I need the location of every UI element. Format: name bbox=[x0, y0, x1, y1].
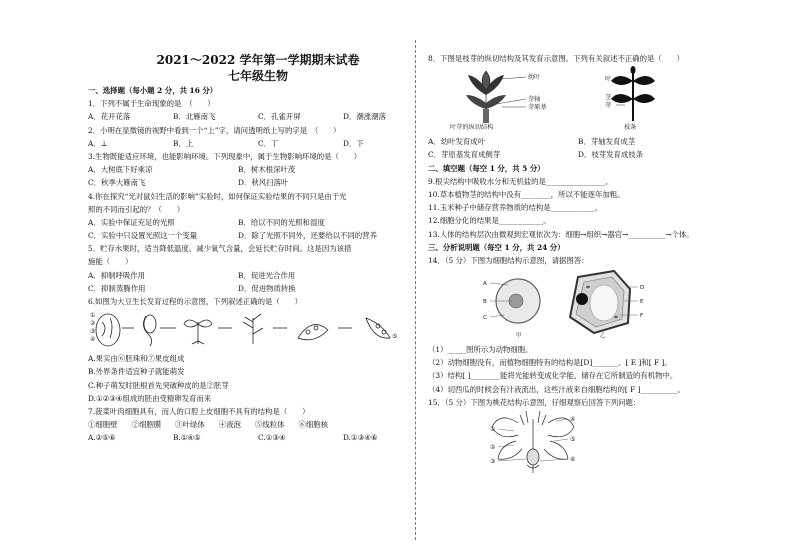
q7-option-b[interactable]: B.①④⑤ bbox=[173, 433, 201, 443]
soybean-label-1: ① bbox=[90, 312, 96, 320]
q8-options-row1 bbox=[428, 135, 768, 148]
q7-structures bbox=[88, 418, 428, 431]
fill-q12[interactable]: 12.细胞分化的结果是____________。 bbox=[428, 216, 551, 226]
q14-stem: 14．（5 分）下图为细胞结构示意图，请据图答： bbox=[428, 255, 589, 265]
q6-option-a[interactable]: A.果实由⑥胚珠和⑦果皮组成 bbox=[88, 354, 185, 364]
q4-options-row1 bbox=[88, 216, 428, 229]
q3-options-row2 bbox=[88, 176, 428, 189]
q3-option-d[interactable]: D．秋风扫落叶 bbox=[238, 178, 289, 188]
flower-label-1: ① bbox=[490, 426, 496, 433]
q5-options-row1 bbox=[88, 269, 428, 282]
q14-answer-1[interactable]: （1）_____图所示为动物细胞。 bbox=[428, 345, 533, 355]
q2-option-c[interactable]: C．丅 bbox=[258, 138, 279, 148]
bud-label-bud-axis: 芽轴 bbox=[528, 96, 541, 104]
cell-label-c: C bbox=[483, 315, 487, 322]
q8-option-c[interactable]: C．芽原基发育成侧芽 bbox=[428, 150, 501, 160]
left-column bbox=[88, 84, 428, 445]
cell-structure-figure bbox=[428, 267, 768, 339]
flower-label-6: ⑥ bbox=[570, 456, 576, 463]
q8-options-row2 bbox=[428, 148, 768, 161]
soybean-growth-figure bbox=[88, 308, 428, 348]
q15-stem: 15．（5 分）下图为桃花结构示意图，仔细观察后回答下列问题： bbox=[428, 397, 641, 407]
q3-option-c[interactable]: C．秋季大雁南飞 bbox=[88, 178, 146, 188]
soybean-pod-drawing bbox=[298, 325, 328, 340]
q4-stem-1: 4.你在探究“光对鼠妇生活的影响”实验时，如何保证实验结果的不同只是由于光 bbox=[88, 191, 347, 201]
cell-label-b: B bbox=[483, 299, 487, 306]
q5-stem-1: 5．贮存水果时，适当降低温度、减少氧气含量，会延长贮存时间。这是因为该措 bbox=[88, 244, 352, 254]
flower-label-2: ② bbox=[490, 444, 496, 451]
soybean-label-2: ② bbox=[90, 320, 96, 328]
q7-part-4: ④液泡 bbox=[218, 420, 241, 430]
branch-drawing bbox=[611, 66, 655, 121]
cell-label-f: F bbox=[640, 313, 644, 320]
cell-label-a: A bbox=[483, 281, 487, 288]
cell-caption-yi: 乙 bbox=[600, 333, 606, 340]
soybean-label-5: ⑤ bbox=[392, 333, 398, 341]
q7-part-2: ②细胞膜 bbox=[131, 420, 162, 430]
cell-label-d: D bbox=[640, 285, 645, 292]
q7-part-3: ③叶绿体 bbox=[175, 420, 205, 430]
exam-title: 2021～2022 学年第一学期期末试卷 bbox=[156, 53, 360, 67]
branch-label-leaf: 叶 bbox=[605, 76, 612, 84]
fill-q13[interactable]: 13.人体的结构层次由微观到宏观依次为：细胞→组织→器官→__________→个体。 bbox=[428, 229, 694, 239]
flower-label-3: ③ bbox=[490, 458, 496, 465]
q3-option-b[interactable]: B．树木根深叶茂 bbox=[238, 165, 296, 175]
q1-option-d[interactable]: D．潮涨潮落 bbox=[343, 112, 386, 122]
q4-option-c[interactable]: C．实验中只设置光照这一个变量 bbox=[88, 231, 198, 241]
q4-option-a[interactable]: A．实验中保证充足的光照 bbox=[88, 217, 175, 227]
cell-label-e: E bbox=[640, 299, 644, 306]
soybean-label-4: ④ bbox=[90, 336, 96, 344]
peach-flower-figure bbox=[428, 409, 768, 473]
q7-option-a[interactable]: A.②⑤⑥ bbox=[88, 433, 116, 443]
cell-caption-jia: 甲 bbox=[516, 333, 522, 340]
q1-stem: 1．下列不属于生命现象的是 （ ） bbox=[88, 99, 215, 109]
q4-option-b[interactable]: B．给以不同的光照和湿度 bbox=[238, 217, 325, 227]
q4-stem-2: 照的不同而引起的？（ ） bbox=[88, 204, 185, 214]
q1-option-b[interactable]: B．北雁南飞 bbox=[173, 112, 216, 122]
peach-flower-drawing bbox=[492, 411, 574, 473]
q1-options bbox=[88, 110, 428, 123]
bud-section-caption: 叶芽的纵切结构 bbox=[450, 124, 494, 132]
q5-option-b[interactable]: B．促进光合作用 bbox=[238, 270, 296, 280]
q7-stem: 7.菠菜叶肉细胞具有，而人的口腔上皮细胞不具有的结构是（ ） bbox=[88, 406, 310, 416]
bud-label-bud-primordium: 芽原基 bbox=[528, 104, 547, 112]
fill-q11[interactable]: 11.玉米种子中储存营养物质的结构是____________。 bbox=[428, 203, 603, 213]
q5-option-c[interactable]: C．抑制蒸腾作用 bbox=[88, 283, 146, 293]
q6-option-c[interactable]: C.种子萌发时胚根首先突破种皮的是②胚芽 bbox=[88, 380, 229, 390]
q7-options bbox=[88, 431, 428, 444]
q7-part-1: ①细胞壁 bbox=[88, 420, 118, 430]
branch-label-bud: 芽 bbox=[605, 102, 612, 110]
bud-section-drawing bbox=[466, 71, 506, 123]
soybean-label-3: ③ bbox=[90, 328, 96, 336]
q4-option-d[interactable]: D．除了光照不同外，还要给以不同的营养 bbox=[238, 231, 377, 241]
q5-option-d[interactable]: D．促进物质转换 bbox=[238, 283, 296, 293]
q6-stem: 6.如图为大豆生长发育过程的示意图，下列叙述正确的是（ ） bbox=[88, 297, 302, 306]
q3-stem: 3.生物既能适应环境，也能影响环境。下列现象中，属于生物影响环境的是（ ） bbox=[88, 151, 362, 161]
q8-option-a[interactable]: A．幼叶发育成叶 bbox=[428, 137, 486, 147]
q5-options-row2 bbox=[88, 282, 428, 295]
q8-stem: 8．下图是枝芽的纵切结构及其发育示意图。下列有关叙述不正确的是（ ） bbox=[428, 54, 684, 63]
plant-cell-drawing bbox=[570, 271, 630, 333]
q4-options-row2 bbox=[88, 229, 428, 242]
section-analysis-heading: 三、分析说明题（每空 1 分，共 24 分） bbox=[428, 242, 565, 252]
q7-part-5: ⑤线粒体 bbox=[254, 420, 285, 430]
q3-options-row1 bbox=[88, 163, 428, 176]
branch-caption: 枝条 bbox=[624, 124, 637, 132]
flower-label-4: ④ bbox=[570, 416, 576, 423]
q14-answer-4[interactable]: （4）切西瓜的时候会有汁液流出，这些汁液来自细胞结构的[ F ]__________。 bbox=[428, 384, 685, 394]
branch-bud-figure bbox=[428, 65, 768, 131]
q2-options bbox=[88, 137, 428, 150]
exam-subtitle: 七年级生物 bbox=[227, 69, 288, 83]
q3-option-a[interactable]: A．大树底下好乘凉 bbox=[88, 165, 153, 175]
fill-q10[interactable]: 10.草本植物茎的结构中没有________，所以不能逐年加粗。 bbox=[428, 189, 625, 199]
q1-option-a[interactable]: A．花开花落 bbox=[88, 112, 131, 122]
flower-label-5: ⑤ bbox=[570, 436, 576, 443]
section-fill-heading: 二、填空题（每空 1 分，共 5 分） bbox=[428, 163, 545, 173]
q2-option-d[interactable]: D．下 bbox=[343, 138, 364, 148]
q7-part-6: ⑥细胞核 bbox=[298, 420, 329, 430]
branch-label-stem: 茎 bbox=[605, 94, 612, 102]
q14-answer-3[interactable]: （3）结构[ ]________能将光能转变成化学能，储存在它所制造的有机物中。 bbox=[428, 371, 678, 381]
q8-option-d[interactable]: D．枝芽发育成枝条 bbox=[578, 150, 644, 160]
q2-stem: 2．小明在显微镜的视野中看到一个“上”字，请问透明纸上写的字是 （ ） bbox=[88, 125, 341, 135]
q8-option-b[interactable]: B．芽轴发育成茎 bbox=[578, 137, 636, 147]
fill-q9[interactable]: 9.根尖结构中吸收水分和无机盐的是________________。 bbox=[428, 176, 613, 186]
q1-option-c[interactable]: C．孔雀开屏 bbox=[258, 112, 301, 122]
q5-stem-2: 施能（ ） bbox=[88, 257, 133, 267]
q7-option-c[interactable]: C.①③④ bbox=[258, 433, 286, 443]
q14-answer-2[interactable]: （2）动物细胞没有，而植物细胞特有的结构是[D]_______、[ E ]和[ F ]。 bbox=[428, 358, 672, 368]
q6-option-d[interactable]: D.①②③④组成的胚由受精卵发育而来 bbox=[88, 393, 212, 403]
q5-option-a[interactable]: A．抑制呼吸作用 bbox=[88, 270, 146, 280]
soybean-seed-drawing bbox=[96, 314, 120, 346]
q2-option-a[interactable]: A．⊥ bbox=[88, 138, 108, 148]
q7-option-d[interactable]: D.①③④⑥ bbox=[343, 433, 378, 443]
q6-option-b[interactable]: B.外界条件适宜种子就能萌发 bbox=[88, 367, 185, 377]
bud-label-young-leaf: 幼叶 bbox=[528, 74, 541, 82]
right-column bbox=[428, 52, 768, 477]
q2-option-b[interactable]: B．上 bbox=[173, 138, 194, 148]
section-choice-heading: 一、选择题（每小题 2 分，共 16 分） bbox=[88, 86, 218, 95]
